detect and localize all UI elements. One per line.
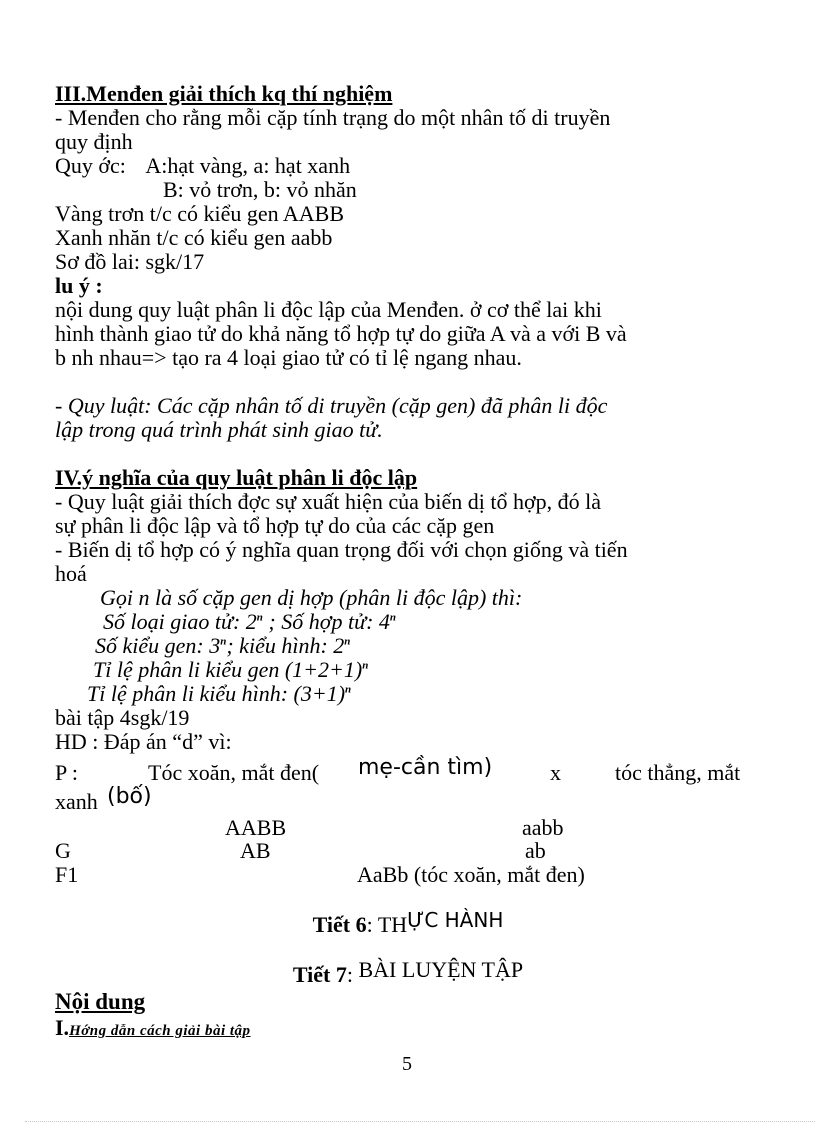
paragraph-line: - Biến dị tổ hợp có ý nghĩa quan trọng đối với chọn giống và tiến — [55, 537, 628, 562]
paragraph-line: quy định — [55, 129, 133, 154]
formula-intro: Gọi n là số cặp gen dị hợp (phân li độc lập) thì: — [100, 585, 523, 610]
exponent: n — [362, 659, 369, 672]
formula-text: Tỉ lệ phân li kiểu gen (1+2+1) — [93, 657, 363, 682]
section-i-number: I. — [55, 1015, 70, 1040]
convention-line — [55, 154, 350, 178]
mother-phenotype: Tóc xoăn, mắt đen( — [148, 760, 320, 785]
paragraph-line: hoá — [55, 561, 87, 586]
gamete-label: G — [55, 838, 71, 863]
lesson-6-name: ỰC HÀNH — [407, 908, 504, 932]
formula-line — [103, 610, 396, 634]
f1-result: AaBb (tóc xoăn, mắt đen) — [357, 862, 585, 887]
formula-text: Số loại giao tử: 2 — [103, 609, 257, 634]
mother-genotype: AABB — [225, 815, 287, 840]
content-line: b nh nhau=> tạo ra 4 loại giao tử có tỉ lệ ngang nhau. — [55, 345, 522, 370]
exponent: n — [256, 611, 263, 624]
diagram-reference: Sơ đồ lai: sgk/17 — [55, 249, 205, 274]
father-note: (bố) — [107, 784, 152, 809]
formula-text: ; kiểu hình: 2 — [226, 633, 345, 658]
paragraph-line: sự phân li độc lập và tổ hợp tự do của các cặp gen — [55, 513, 495, 538]
convention-label: Quy ớc: — [55, 153, 126, 178]
formula-text: Số kiểu gen: 3 — [95, 633, 221, 658]
section-4-heading: IV.ý nghĩa của quy luật phân li độc lập — [55, 465, 418, 490]
convention-text-b: B: vỏ trơn, b: vỏ nhăn — [163, 177, 357, 202]
lesson-7-colon: : — [346, 962, 359, 987]
section-i-heading — [55, 1016, 251, 1043]
formula-line — [87, 682, 351, 706]
lesson-7-title — [0, 957, 816, 988]
genotype-line-1: Vàng trơn t/c có kiểu gen AABB — [55, 201, 345, 226]
section-i-title: Hớng dẫn cách giải bài tập — [69, 1023, 251, 1039]
father-genotype: aabb — [522, 815, 564, 840]
lesson-7-label: Tiết 7 — [292, 962, 347, 987]
note-label: lu ý : — [55, 273, 103, 298]
exponent: n — [389, 611, 397, 624]
cross-symbol: x — [550, 760, 561, 785]
page-bottom-border — [25, 1121, 815, 1122]
formula-line — [93, 658, 368, 682]
section-3-heading: III.Menđen giải thích kq thí nghiệm — [55, 81, 393, 106]
parent-label: P : — [55, 760, 79, 785]
formula-text: ; Số hợp tử: 4 — [262, 609, 390, 634]
exercise-hint: HD : Đáp án “d” vì: — [55, 729, 232, 754]
formula-text: Tỉ lệ phân li kiểu hình: (3+1) — [87, 681, 346, 706]
content-line: nội dung quy luật phân li độc lập của Menđen. ở cơ thể lai khi — [55, 297, 602, 322]
genotype-line-2: Xanh nhăn t/c có kiểu gen aabb — [55, 225, 333, 250]
lesson-6-colon: : TH — [366, 912, 408, 937]
paragraph-line: - Menđen cho rằng mỗi cặp tính trạng do một nhân tố di truyền — [55, 105, 611, 130]
exercise-title: bài tập 4sgk/19 — [55, 705, 190, 730]
mother-gamete: AB — [240, 838, 271, 863]
formula-line — [95, 634, 350, 658]
father-phenotype: tóc thẳng, mắt — [615, 760, 741, 785]
law-line: lập trong quá trình phát sinh giao tử. — [55, 417, 383, 442]
exponent: n — [344, 635, 351, 648]
f1-label: F1 — [55, 862, 79, 887]
content-heading: Nội dung — [55, 989, 146, 1014]
law-line: - Quy luật: Các cặp nhân tố di truyền (cặp gen) đã phân li độc — [55, 393, 608, 418]
page-number: 5 — [402, 1053, 412, 1075]
mother-note: mẹ-cần tìm) — [358, 755, 493, 780]
exponent: n — [220, 635, 227, 648]
father-phenotype-cont: xanh — [55, 789, 98, 814]
exponent: n — [345, 683, 352, 696]
father-gamete: ab — [525, 838, 546, 863]
lesson-7-name: BÀI LUYỆN TẬP — [358, 957, 524, 982]
content-line: hình thành giao tử do khả năng tổ hợp tự do giữa A và a với B và — [55, 321, 627, 346]
lesson-6-label: Tiết 6 — [312, 912, 367, 937]
paragraph-line: - Quy luật giải thích đợc sự xuất hiện của biến dị tổ hợp, đó là — [55, 489, 601, 514]
lesson-6-title — [0, 908, 816, 938]
convention-text-a: A:hạt vàng, a: hạt xanh — [145, 153, 351, 178]
